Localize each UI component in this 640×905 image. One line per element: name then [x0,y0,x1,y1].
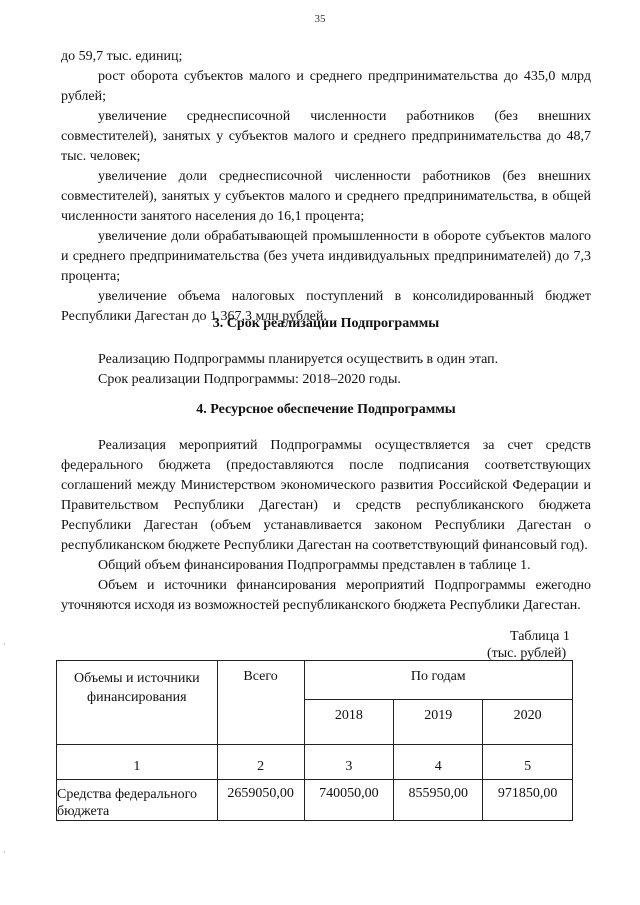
table-caption-units: (тыс. рублей) [487,646,567,661]
paragraph: Реализация мероприятий Подпрограммы осуществляется за счет средств федерального бюджета (предоставляются после подписания соответствующих соглашений между Министерством экономического развития Российской Федерации и Правительством Республики Дагестан) и средств республиканского бюджета Республики Дагестан (объем устанавливается законом Республики Дагестан о республиканском бюджете Республики Дагестан на соответствующий финансовый год). [61,438,591,553]
paragraph: до 59,7 тыс. единиц; [61,49,183,64]
page-number: 35 [314,13,326,25]
section-4-heading: 4. Ресурсное обеспечение Подпрограммы [196,402,456,417]
paragraph: Объем и источники финансирования мероприятий Подпрограммы ежегодно уточняются исходя из возможностей республиканского бюджета Республики Дагестан. [61,578,591,613]
row-2020: 971850,00 [483,780,573,821]
table-header-row [57,661,573,700]
paragraph: увеличение доли среднесписочной численности работников (без внешних совместителей), занятых у субъектов малого и среднего предпринимательства, в общей численности занятого населения до 16,1 процента; [61,169,591,224]
paragraph: увеличение доли обрабатывающей промышленности в обороте субъектов малого и среднего предпринимательства (без учета индивидуальных предпринимателей) до 7,3 процента; [61,229,591,284]
column-number: 1 [57,745,218,780]
table-caption-title: Таблица 1 [510,629,570,644]
paragraph: рост оборота субъектов малого и среднего предпринимательства до 435,0 млрд рублей; [61,69,591,104]
paragraph: Срок реализации Подпрограммы: 2018–2020 годы. [98,372,401,387]
column-number: 3 [304,745,394,780]
scan-mark: · [3,848,6,857]
row-2019: 855950,00 [394,780,483,821]
paragraph: Реализацию Подпрограммы планируется осуществить в один этап. [98,352,499,367]
table-numbering-row [57,745,573,780]
header-year: 2019 [394,700,483,745]
section-3-heading: 3. Срок реализации Подпрограммы [212,316,440,331]
top-paragraphs [61,47,591,327]
header-year: 2020 [483,700,573,745]
row-source: Средства федерального бюджета [57,780,218,821]
header-by-years: По годам [304,661,573,700]
paragraph: Общий объем финансирования Подпрограммы представлен в таблице 1. [98,558,531,573]
financing-table [56,660,573,821]
paragraph: увеличение объема налоговых поступлений в консолидированный бюджет Республики Дагестан до 1 367,3 млн рублей. [61,289,591,324]
row-total: 2659050,00 [217,780,304,821]
header-total: Всего [217,661,304,745]
header-year: 2018 [304,700,394,745]
table-row [57,780,573,821]
section-3-body [61,350,591,390]
column-number: 4 [394,745,483,780]
column-number: 5 [483,745,573,780]
column-number: 2 [217,745,304,780]
row-2018: 740050,00 [304,780,394,821]
header-sources: Объемы и источники финансирования [57,661,218,745]
section-4-body [61,436,591,616]
scan-mark: · [3,640,6,649]
paragraph: увеличение среднесписочной численности работников (без внешних совместителей), занятых у субъектов малого и среднего предпринимательства до 48,7 тыс. человек; [61,109,591,164]
